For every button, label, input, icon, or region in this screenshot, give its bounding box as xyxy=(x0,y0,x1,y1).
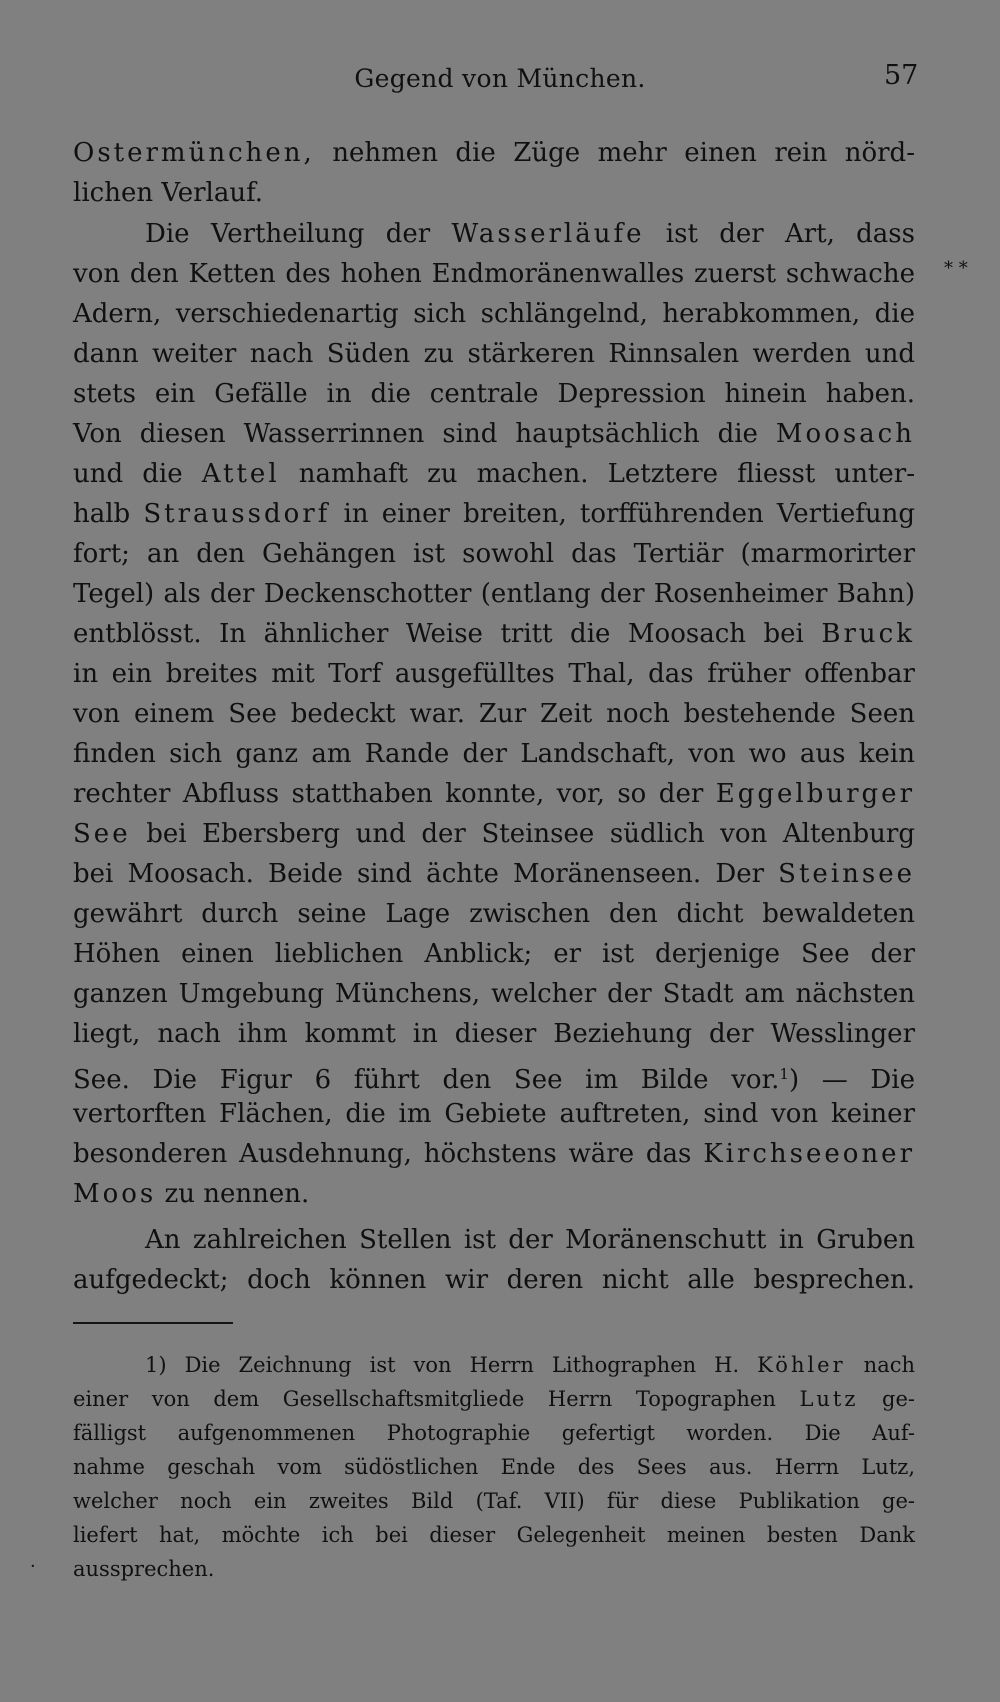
footnote-line: 1) Die Zeichnung ist von Herrn Lithographen H. Köhler nach xyxy=(145,1353,915,1377)
footnote-line: einer von dem Gesellschaftsmitgliede Herrn Topographen Lutz ge- xyxy=(73,1387,915,1411)
text-line: Von diesen Wasserrinnen sind hauptsächlich die Moosach xyxy=(73,419,915,449)
footnote-line: welcher noch ein zweites Bild (Taf. VII) für diese Publikation ge- xyxy=(73,1489,915,1513)
spaced-name-ostermuenchen: Ostermünchen, xyxy=(73,138,315,168)
page-title: Gegend von München. xyxy=(354,64,646,93)
text-line: Ostermünchen, nehmen die Züge mehr einen rein nörd- xyxy=(73,138,915,168)
text-line: halb Straussdorf in einer breiten, torfführenden Vertiefung xyxy=(73,499,915,529)
spaced-name-straussdorf: Straussdorf xyxy=(143,499,331,529)
text-line: Tegel) als der Deckenschotter (entlang der Rosenheimer Bahn) xyxy=(73,579,915,609)
text-line: lichen Verlauf. xyxy=(73,178,264,208)
text-line: besonderen Ausdehnung, höchstens wäre das Kirchseeoner xyxy=(73,1139,915,1169)
text-line: rechter Abfluss statthaben konnte, vor, so der Eggelburger xyxy=(73,779,915,809)
spaced-name-eggelburger: Eggelburger xyxy=(715,779,915,809)
text-line: liegt, nach ihm kommt in dieser Beziehung der Wesslinger xyxy=(73,1019,915,1049)
text-line: aufgedeckt; doch können wir deren nicht alle besprechen. xyxy=(73,1265,915,1295)
text-line: dann weiter nach Süden zu stärkeren Rinnsalen werden und xyxy=(73,339,915,369)
text-line: von einem See bedeckt war. Zur Zeit noch bestehende Seen xyxy=(73,699,915,729)
text-line: und die Attel namhaft zu machen. Letztere fliesst unter- xyxy=(73,459,915,489)
spaced-name-bruck: Bruck xyxy=(821,619,915,649)
footnote-line: nahme geschah vom südöstlichen Ende des Sees aus. Herrn Lutz, xyxy=(73,1455,915,1479)
text-line: ganzen Umgebung Münchens, welcher der Stadt am nächsten xyxy=(73,979,915,1009)
spaced-name-lutz: Lutz xyxy=(799,1387,859,1411)
footnote-divider xyxy=(73,1322,233,1324)
spaced-name-attel: Attel xyxy=(201,459,280,489)
text-line: Höhen einen lieblichen Anblick; er ist derjenige See der xyxy=(73,939,915,969)
text-line: See bei Ebersberg und der Steinsee südlich von Altenburg xyxy=(73,819,915,849)
margin-mark: * * xyxy=(944,258,968,279)
spaced-name-koehler: Köhler xyxy=(757,1353,846,1377)
text-line: finden sich ganz am Rande der Landschaft, von wo aus kein xyxy=(73,739,915,769)
text-line: An zahlreichen Stellen ist der Moränenschutt in Gruben xyxy=(145,1225,915,1255)
footnote-marker: 1 xyxy=(779,1065,789,1083)
spaced-name-steinsee: Steinsee xyxy=(778,859,915,889)
footnote-line: fälligst aufgenommenen Photographie gefertigt worden. Die Auf- xyxy=(73,1421,915,1445)
text-line: gewährt durch seine Lage zwischen den dicht bewaldeten xyxy=(73,899,915,929)
margin-mark: · xyxy=(30,1556,36,1577)
spaced-name-see: See xyxy=(73,819,131,849)
text-line: vertorften Flächen, die im Gebiete auftreten, sind von keiner xyxy=(73,1099,915,1129)
text-line: stets ein Gefälle in die centrale Depression hinein haben. xyxy=(73,379,915,409)
spaced-name-moosach: Moosach xyxy=(775,419,915,449)
text-line: bei Moosach. Beide sind ächte Moränenseen. Der Steinsee xyxy=(73,859,915,889)
page-number: 57 xyxy=(884,60,919,91)
text-line: fort; an den Gehängen ist sowohl das Tertiär (marmorirter xyxy=(73,539,915,569)
spaced-name-moos: Moos xyxy=(73,1179,157,1209)
text-line: entblösst. In ähnlicher Weise tritt die Moosach bei Bruck xyxy=(73,619,915,649)
text-line: See. Die Figur 6 führt den See im Bilde vor.$^1$) — Die xyxy=(73,1065,915,1095)
text-line: von den Ketten des hohen Endmoränenwalles zuerst schwache xyxy=(73,259,915,289)
text-line: Moos zu nennen. xyxy=(73,1179,310,1209)
text-line: Adern, verschiedenartig sich schlängelnd, herabkommen, die xyxy=(73,299,915,329)
spaced-term-wasserlaeufe: Wasserläufe xyxy=(451,219,645,249)
footnote-line: liefert hat, möchte ich bei dieser Gelegenheit meinen besten Dank xyxy=(73,1523,915,1547)
text-line: Die Vertheilung der Wasserläufe ist der Art, dass xyxy=(145,219,915,249)
footnote-line: aussprechen. xyxy=(73,1557,215,1581)
spaced-name-kirchseeoner: Kirchseeoner xyxy=(703,1139,915,1169)
text-line: in ein breites mit Torf ausgefülltes Thal, das früher offenbar xyxy=(73,659,915,689)
